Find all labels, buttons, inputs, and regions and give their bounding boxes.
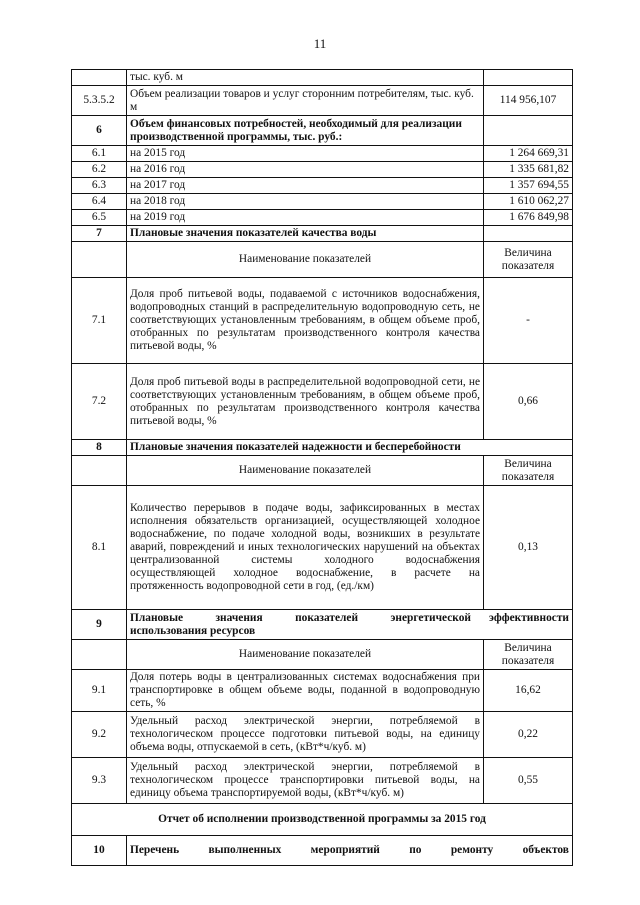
table-row <box>72 610 573 640</box>
title-word: Перечень <box>130 844 180 856</box>
row-number: 5.3.5.2 <box>72 86 127 116</box>
row-text: Удельный расход электрической энергии, потребляемой в технологическом процессе транспортировки питьевой воды, на единицу объема транспортируемой воды, (кВт*ч/куб. м) <box>127 758 484 804</box>
table-row <box>72 712 573 758</box>
row-text: тыс. куб. м <box>127 70 484 86</box>
table-row <box>72 86 573 116</box>
table-row <box>72 440 573 456</box>
section-number: 9 <box>72 610 127 640</box>
table-row <box>72 836 573 866</box>
row-text: Количество перерывов в подаче воды, зафиксированных в местах исполнения обязательств организацией, осуществляющей холодное водоснабжение, по подаче холодной воды, возникших в результате аварий, повреждений и иных технологических нарушений на объектах централизованной системы холодного водоснабжения осуществляющей холодное водоснабжение, в расчете на протяженность водопроводной сети в год, (ед./км) <box>127 486 484 610</box>
row-text: Объем реализации товаров и услуг сторонним потребителям, тыс. куб. м <box>127 86 484 116</box>
table-row <box>72 162 573 178</box>
column-header-value: Величина показателя <box>484 640 573 670</box>
column-header-name: Наименование показателей <box>127 242 484 278</box>
title-word: по <box>409 844 422 856</box>
table-row <box>72 210 573 226</box>
row-value: 114 956,107 <box>484 86 573 116</box>
row-number: 9.1 <box>72 670 127 712</box>
row-number: 6.1 <box>72 146 127 162</box>
column-header-value: Величина показателя <box>484 242 573 278</box>
section-number: 6 <box>72 116 127 146</box>
section-number: 7 <box>72 226 127 242</box>
row-number: 6.3 <box>72 178 127 194</box>
title-word: ремонту <box>450 844 494 856</box>
table-header-row <box>72 242 573 278</box>
section-title: Плановые значения показателей качества воды <box>127 226 484 242</box>
row-text: Доля потерь воды в централизованных системах водоснабжения при транспортировке в общем объеме воды, поданной в водопроводную сеть, % <box>127 670 484 712</box>
row-value: 0,55 <box>484 758 573 804</box>
row-text: на 2018 год <box>127 194 484 210</box>
table-row <box>72 804 573 836</box>
table-row <box>72 758 573 804</box>
title-word: объектов <box>522 844 569 856</box>
row-number: 9.2 <box>72 712 127 758</box>
row-value: 0,13 <box>484 486 573 610</box>
page-number: 11 <box>313 36 327 51</box>
row-number: 6.4 <box>72 194 127 210</box>
row-value: 1 335 681,82 <box>484 162 573 178</box>
row-value: - <box>484 278 573 364</box>
row-number: 7.1 <box>72 278 127 364</box>
table-row <box>72 486 573 610</box>
table-row <box>72 194 573 210</box>
table-row <box>72 278 573 364</box>
table-header-row <box>72 456 573 486</box>
table-row <box>72 364 573 440</box>
row-value <box>484 70 573 86</box>
section-title-part: эффективности <box>488 611 569 624</box>
table-row <box>72 70 573 86</box>
row-text: Удельный расход электрической энергии, потребляемой в технологическом процессе подготовки питьевой воды, на единицу объема воды, отпускаемой в сеть, (кВт*ч/куб. м) <box>127 712 484 758</box>
section-number: 10 <box>72 836 127 866</box>
row-value: 1 676 849,98 <box>484 210 573 226</box>
table-row <box>72 226 573 242</box>
row-text: на 2017 год <box>127 178 484 194</box>
row-number <box>72 70 127 86</box>
table-row <box>72 178 573 194</box>
report-heading: Отчет об исполнении производственной программы за 2015 год <box>72 804 573 836</box>
row-value: 0,22 <box>484 712 573 758</box>
row-number: 9.3 <box>72 758 127 804</box>
title-word: выполненных <box>208 844 282 856</box>
title-word: мероприятий <box>310 844 380 856</box>
row-value: 1 264 669,31 <box>484 146 573 162</box>
row-text: Доля проб питьевой воды, подаваемой с источников водоснабжения, водопроводных станций в распределительную водопроводную сеть, не соответствующих установленным требованиям, в общем объеме проб, отобранных по результатам производственного контроля качества питьевой воды, % <box>127 278 484 364</box>
row-value <box>484 226 573 242</box>
section-title-part: Плановые значения показателей энергетической <box>130 611 471 624</box>
section-title <box>127 836 573 866</box>
row-value: 0,66 <box>484 364 573 440</box>
row-number: 7.2 <box>72 364 127 440</box>
row-number <box>72 242 127 278</box>
row-number: 6.5 <box>72 210 127 226</box>
row-value: 1 357 694,55 <box>484 178 573 194</box>
column-header-name: Наименование показателей <box>127 456 484 486</box>
row-text: на 2019 год <box>127 210 484 226</box>
row-number: 6.2 <box>72 162 127 178</box>
row-value: 1 610 062,27 <box>484 194 573 210</box>
row-text: Доля проб питьевой воды в распределительной водопроводной сети, не соответствующих установленным требованиям, в общем объеме проб, отобранных по результатам производственного контроля качества питьевой воды, % <box>127 364 484 440</box>
program-table <box>71 69 573 866</box>
row-value <box>484 116 573 146</box>
section-title: Плановые значения показателей надежности и бесперебойности <box>127 440 573 456</box>
row-text: на 2015 год <box>127 146 484 162</box>
section-title: Объем финансовых потребностей, необходимый для реализации производственной программы, тыс. руб.: <box>127 116 484 146</box>
row-value: 16,62 <box>484 670 573 712</box>
table-row <box>72 146 573 162</box>
section-title <box>127 610 573 640</box>
section-number: 8 <box>72 440 127 456</box>
row-number: 8.1 <box>72 486 127 610</box>
section-title-part: использования ресурсов <box>130 624 256 637</box>
table-row <box>72 670 573 712</box>
row-number <box>72 640 127 670</box>
column-header-value: Величина показателя <box>484 456 573 486</box>
table-row <box>72 116 573 146</box>
table-header-row <box>72 640 573 670</box>
row-text: на 2016 год <box>127 162 484 178</box>
column-header-name: Наименование показателей <box>127 640 484 670</box>
row-number <box>72 456 127 486</box>
